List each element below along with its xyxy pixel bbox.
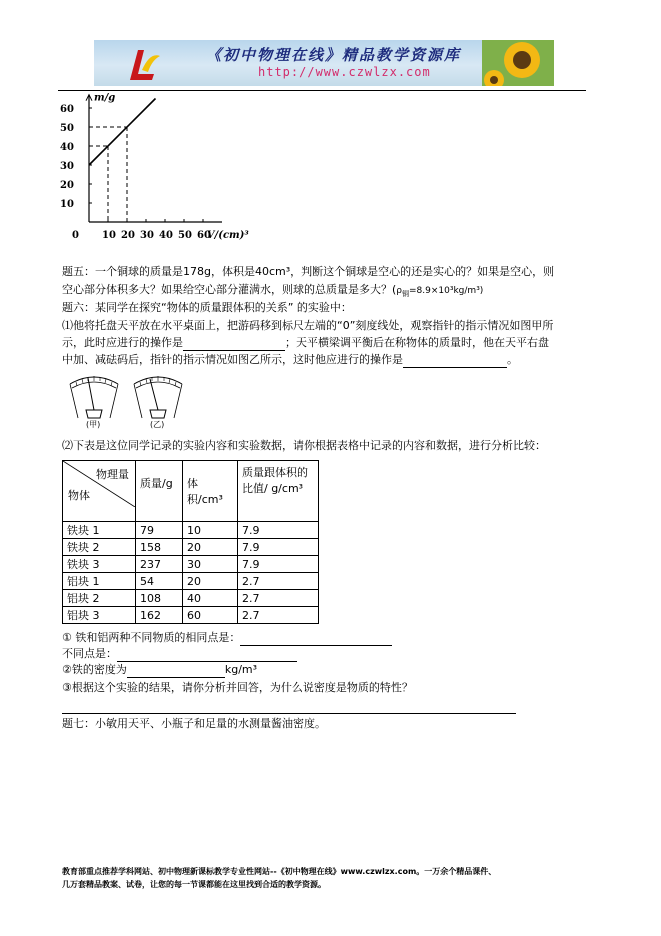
- footer-line1: 教育部重点推荐学科网站、初中物理新课标教学专业性网站--《初中物理在线》www.czwlzx.com。一万余个精品课件、: [62, 867, 497, 876]
- problem5-line2-text: 空心部分体积多大？如果给空心部分灌满水，则球的总质量是多大？(: [62, 283, 397, 296]
- balance-scale-figures: [64, 370, 190, 430]
- diagonal-header-cell: [63, 461, 136, 522]
- answer-blank-2[interactable]: [403, 352, 507, 368]
- banner-title: 《初中物理在线》精品教学资源库: [206, 46, 462, 64]
- table-row: [63, 607, 319, 624]
- problem6-q1-line2: [62, 335, 549, 351]
- y-tick-label: 40: [60, 142, 74, 153]
- diag-top-label: 物理量: [96, 468, 129, 481]
- header-banner: [94, 40, 554, 86]
- x-tick-label: 60: [197, 230, 211, 241]
- table-cell: 2.7: [238, 607, 319, 624]
- table-row: [63, 539, 319, 556]
- answer-blank-5[interactable]: [127, 662, 225, 678]
- table-cell: 158: [136, 539, 183, 556]
- data-table: [62, 460, 319, 624]
- question-c-unit: kg/m³: [224, 663, 258, 676]
- x-tick-label: 50: [178, 230, 192, 241]
- y-axis-label: m/g: [94, 92, 116, 104]
- table-row: [63, 522, 319, 539]
- x-tick-label: 10: [102, 230, 116, 241]
- mass-volume-chart: [60, 92, 260, 242]
- table-cell: 2.7: [238, 573, 319, 590]
- table-cell: 162: [136, 607, 183, 624]
- table-cell: 30: [183, 556, 238, 573]
- table-cell: 54: [136, 573, 183, 590]
- question-a: [62, 630, 392, 646]
- problem6-q1-line3: [62, 352, 518, 368]
- table-cell: 79: [136, 522, 183, 539]
- table-cell: 7.9: [238, 556, 319, 573]
- table-row: [63, 590, 319, 607]
- figure-a-label: (甲): [86, 420, 101, 429]
- problem7: 题七：小敏用天平、小瓶子和足量的水测量酱油密度。: [62, 717, 326, 730]
- x-axis-label: V/(cm)³: [206, 230, 249, 241]
- y-tick-label: 20: [60, 180, 74, 191]
- answer-blank-4[interactable]: [117, 646, 297, 662]
- table-cell: 2.7: [238, 590, 319, 607]
- table-cell: 铁块 3: [63, 556, 136, 573]
- sunflower-icon: [482, 40, 554, 86]
- balance-scale-a-icon: [70, 376, 118, 418]
- table-cell: 60: [183, 607, 238, 624]
- footer-line2: 几万套精品教案、试卷，让您的每一节课都能在这里找到合适的教学资源。: [62, 880, 326, 889]
- header-ratio-line2: 比值/ g/cm³: [242, 482, 304, 495]
- q1-line3-end: 。: [507, 353, 518, 366]
- table-cell: 40: [183, 590, 238, 607]
- rho-value: =8.9×10³kg/m³): [409, 286, 484, 296]
- figure-b-label: (乙): [150, 420, 165, 429]
- balance-scale-b-icon: [134, 376, 182, 418]
- header-ratio: [238, 461, 319, 522]
- y-tick-label: 30: [60, 161, 74, 172]
- y-tick-label: 10: [60, 199, 74, 210]
- table-cell: 20: [183, 539, 238, 556]
- question-d: ③根据这个实验的结果，请你分析并回答，为什么说密度是物质的特性？: [62, 681, 413, 694]
- banner-url[interactable]: http://www.czwlzx.com: [258, 65, 431, 79]
- answer-blank-3[interactable]: [240, 630, 392, 646]
- header-volume: 体积/cm³: [183, 461, 238, 522]
- table-cell: 铁块 1: [63, 522, 136, 539]
- y-tick-label: 60: [60, 104, 74, 115]
- data-line: [89, 99, 156, 166]
- rho-subscript: 铜: [402, 289, 410, 298]
- table-cell: 铝块 3: [63, 607, 136, 624]
- problem6-intro: 题六：某同学在探究“物体的质量跟体积的关系” 的实验中：: [62, 301, 352, 314]
- x-tick-label: 30: [140, 230, 154, 241]
- table-header-row: [63, 461, 319, 522]
- table-cell: 铁块 2: [63, 539, 136, 556]
- header-ratio-line1: 质量跟体积的: [242, 466, 308, 479]
- q1-line2-end: ；天平横梁调平衡后在称物体的质量时，他在天平右盘: [285, 336, 549, 349]
- table-cell: 铝块 1: [63, 573, 136, 590]
- question-b: [62, 646, 297, 662]
- table-cell: 7.9: [238, 522, 319, 539]
- diag-bottom-label: 物体: [68, 489, 90, 502]
- table-row: [63, 573, 319, 590]
- table-cell: 108: [136, 590, 183, 607]
- x-tick-label: 20: [121, 230, 135, 241]
- y-tick-label: 50: [60, 123, 74, 134]
- rho-symbol: ρ: [396, 286, 403, 296]
- question-a-text: ① 铁和铝两种不同物质的相同点是：: [62, 631, 241, 644]
- problem6-q1-line1: ⑴他将托盘天平放在水平桌面上，把游码移到标尺左端的“0”刻度线处，观察指针的指示情况如图甲所: [62, 319, 554, 332]
- problem6-q2-intro: ⑵下表是这位同学记录的实验内容和实验数据，请你根据表格中记录的内容和数据，进行分析比较：: [62, 439, 546, 452]
- question-b-text: 不同点是：: [62, 647, 117, 660]
- q1-line2-start: 示，此时应进行的操作是: [62, 336, 183, 349]
- table-cell: 10: [183, 522, 238, 539]
- origin-label: 0: [72, 230, 79, 241]
- header-mass: 质量/g: [136, 461, 183, 522]
- x-tick-label: 40: [159, 230, 173, 241]
- problem5-line1: 题五：一个铜球的质量是178g，体积是40cm³，判断这个铜球是空心的还是实心的？如果是空心，则: [62, 265, 555, 278]
- table-cell: 237: [136, 556, 183, 573]
- table-cell: 20: [183, 573, 238, 590]
- answer-blank-1[interactable]: [183, 335, 285, 351]
- problem5-line2: [62, 282, 483, 302]
- answer-line[interactable]: [62, 713, 516, 714]
- table-cell: 铝块 2: [63, 590, 136, 607]
- question-c-text: ②铁的密度为: [62, 663, 127, 676]
- question-c: [62, 662, 257, 678]
- site-logo-icon: [124, 44, 164, 84]
- table-cell: 7.9: [238, 539, 319, 556]
- header-rule: [58, 90, 586, 91]
- table-row: [63, 556, 319, 573]
- q1-line3-start: 中加、减砝码后，指针的指示情况如图乙所示，这时他应进行的操作是: [62, 353, 403, 366]
